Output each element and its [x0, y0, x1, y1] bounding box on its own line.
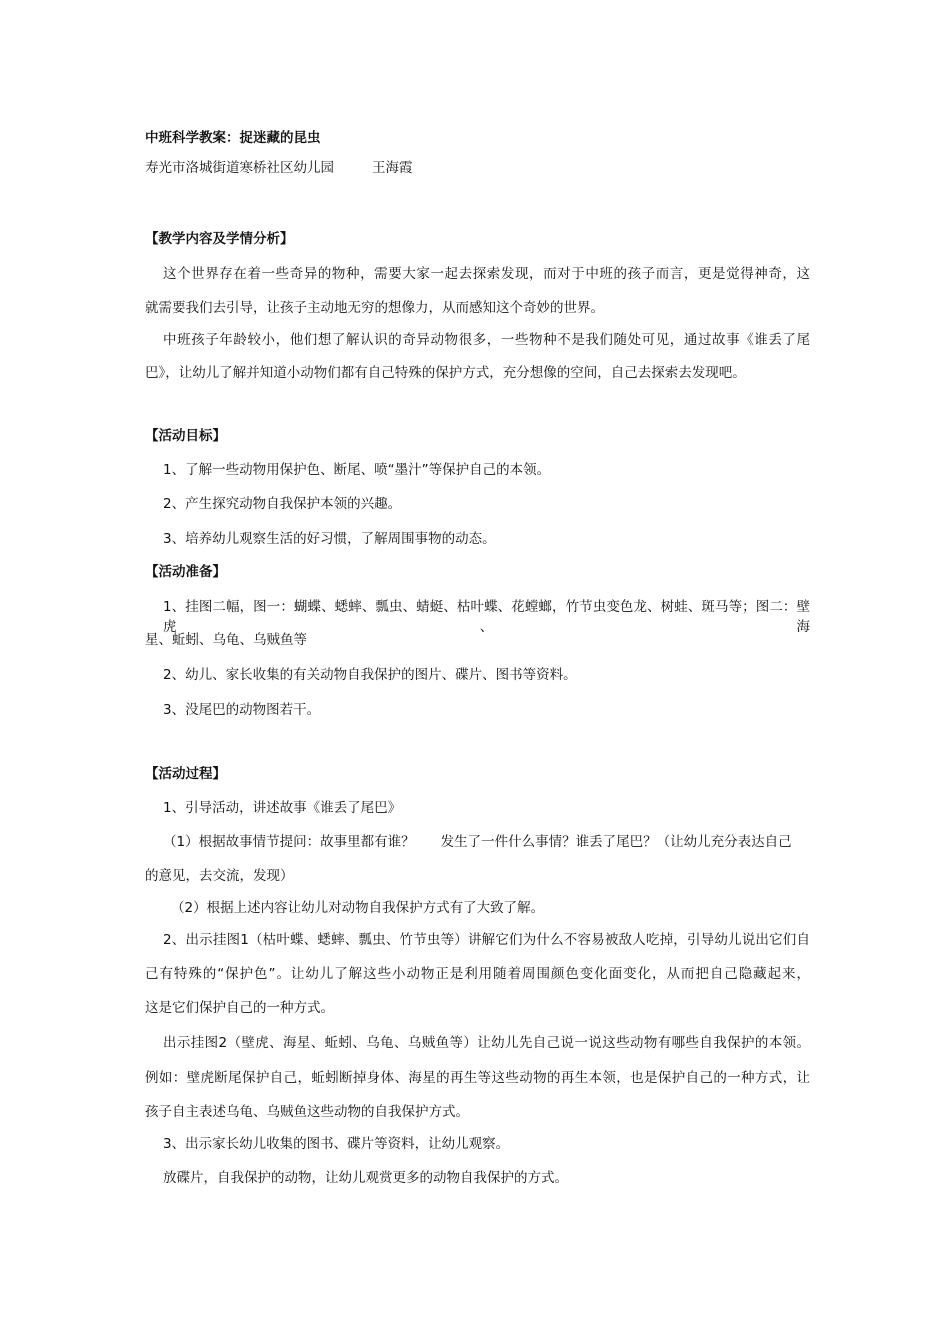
prep-item-1-line-2: 星、蚯蚓、乌龟、乌贼鱼等 [145, 632, 307, 648]
analysis-paragraph-2-line-2: 巴》，让幼儿了解并知道小动物们都有自己特殊的保护方式，充分想像的空间，自己去探索去发现吧。 [145, 365, 746, 381]
process-step-2-line-1: 2、出示挂图1（枯叶蝶、蟋蟀、瓢虫、竹节虫等）讲解它们为什么不容易被敌人吃掉，引导幼儿说出它们自 [163, 932, 810, 948]
process-step-1-sub-2: （2）根据上述内容让幼儿对动物自我保护方式有了大致了解。 [171, 900, 545, 916]
prep-item-2: 2、幼儿、家长收集的有关动物自我保护的图片、碟片、图书等资料。 [163, 667, 577, 683]
analysis-paragraph-2-line-1: 中班孩子年龄较小，他们想了解认识的奇异动物很多，一些物种不是我们随处可见，通过故事《谁丢了尾 [163, 332, 810, 348]
process-step-2b-line-1: 出示挂图2（壁虎、海星、蚯蚓、乌龟、乌贼鱼等）让幼儿先自己说一说这些动物有哪些自我保护的本领。 [163, 1035, 810, 1051]
process-step-2b-line-2: 例如：壁虎断尾保护自己，蚯蚓断掉身体、海星的再生等这些动物的再生本领，也是保护自己的一种方式，让 [145, 1070, 810, 1086]
prep-item-1-line-1: 1、挂图二幅，图一：蝴蝶、蟋蟀、瓢虫、蜻蜓、枯叶蝶、花螳螂，竹节虫变色龙、树蛙、斑马等；图二：壁虎、海 [163, 599, 810, 635]
goals-heading: 【活动目标】 [145, 428, 226, 444]
analysis-heading: 【教学内容及学情分析】 [145, 231, 294, 247]
process-step-1-sub-1-question: （1）根据故事情节提问：故事里都有谁？ [163, 834, 415, 850]
goal-item-1: 1、了解一些动物用保护色、断尾、喷“墨汁”等保护自己的本领。 [163, 462, 551, 478]
process-step-3b: 放碟片，自我保护的动物，让幼儿观赏更多的动物自我保护的方式。 [163, 1170, 568, 1186]
analysis-paragraph-1-line-2: 就需要我们去引导，让孩子主动地无穷的想像力，从而感知这个奇妙的世界。 [145, 300, 604, 316]
process-step-1: 1、引导活动，讲述故事《谁丢了尾巴》 [163, 800, 402, 816]
prep-heading: 【活动准备】 [145, 564, 226, 580]
document-title: 中班科学教案：捉迷藏的昆虫 [145, 130, 321, 146]
process-step-3: 3、出示家长幼儿收集的图书、碟片等资料，让幼儿观察。 [163, 1136, 510, 1152]
process-step-2b-line-3: 孩子自主表述乌龟、乌贼鱼这些动物的自我保护方式。 [145, 1104, 469, 1120]
process-step-1-sub-1-line-1 [145, 832, 810, 852]
prep-item-3: 3、没尾巴的动物图若干。 [163, 702, 321, 718]
school-name: 寿光市洛城街道寒桥社区幼儿园 [145, 160, 334, 176]
author-name: 王海霞 [372, 160, 413, 176]
process-heading: 【活动过程】 [145, 766, 226, 782]
goal-item-2: 2、产生探究动物自我保护本领的兴趣。 [163, 496, 402, 512]
process-step-1-sub-1-rest: 发生了一件什么事情？谁丢了尾巴？（让幼儿充分表达自己 [440, 834, 792, 850]
process-step-2-line-3: 这是它们保护自己的一种方式。 [145, 1000, 334, 1016]
process-step-1-sub-1-line-2: 的意见，去交流，发现） [145, 868, 294, 884]
analysis-paragraph-1-line-1: 这个世界存在着一些奇异的物种，需要大家一起去探索发现，而对于中班的孩子而言，更是觉得神奇，这 [163, 266, 810, 282]
goal-item-3: 3、培养幼儿观察生活的好习惯，了解周围事物的动态。 [163, 531, 496, 547]
process-step-2-line-2: 己有特殊的“保护色”。让幼儿了解这些小动物正是利用随着周围颜色变化面变化，从而把自己隐藏起来， [145, 966, 810, 982]
school-author-line [145, 158, 810, 178]
